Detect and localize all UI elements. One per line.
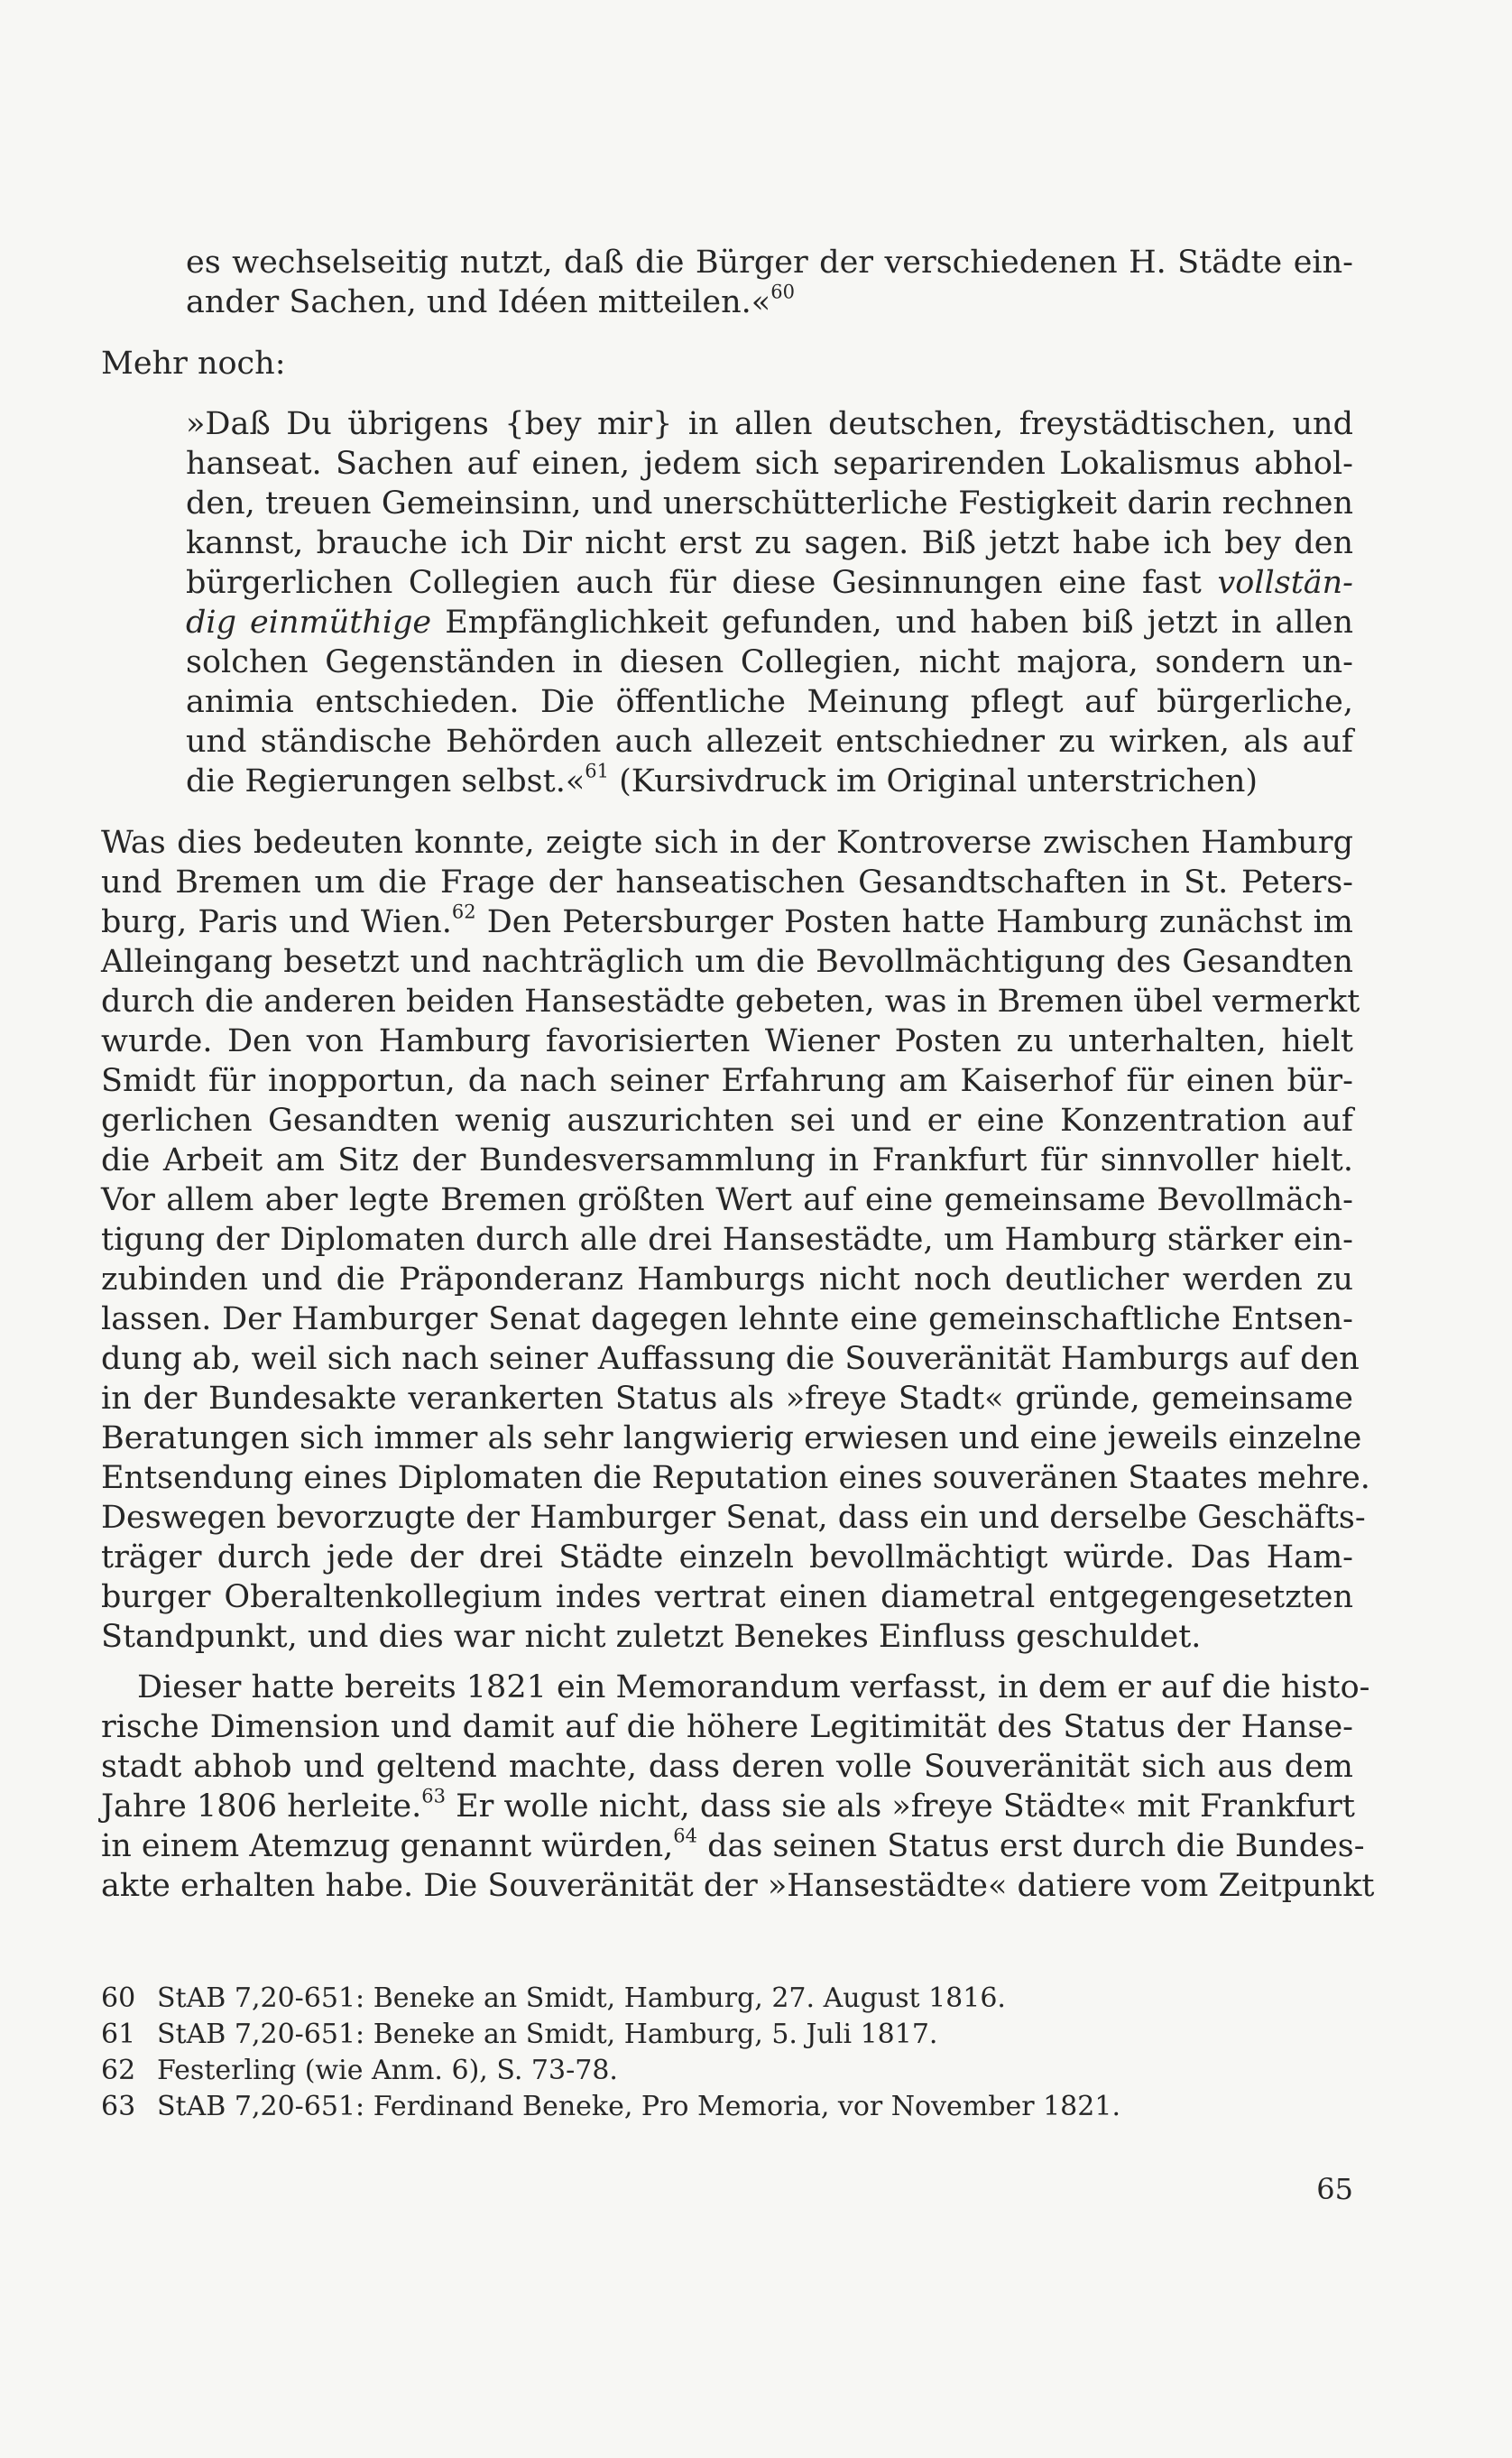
footnote-62: 62 Festerling (wie Anm. 6), S. 73-78.	[101, 2055, 618, 2086]
page-number: 65	[1316, 2172, 1353, 2206]
para2-line-3: stadt abhob und geltend machte, dass deren volle Souveränität sich aus dem	[101, 1749, 1353, 1785]
para1-line-5: durch die anderen beiden Hansestädte gebeten, was in Bremen übel vermerkt	[101, 984, 1360, 1020]
footnote-ref-60[interactable]: 60	[770, 281, 795, 303]
quote2-line-8: animia entschieden. Die öffentliche Meinung pflegt auf bürgerliche,	[186, 684, 1353, 720]
para1-line-17: Entsendung eines Diplomaten die Reputation eines souveränen Staates mehre.	[101, 1460, 1370, 1496]
para1-line-16: Beratungen sich immer als sehr langwierig erwiesen und eine jeweils einzelne	[101, 1420, 1362, 1456]
quote2-italic-b: dig einmüthige	[186, 605, 432, 641]
footnote-61: 61 StAB 7,20-651: Beneke an Smidt, Hamburg, 5. Juli 1817.	[101, 2019, 938, 2050]
footnote-ref-64[interactable]: 64	[673, 1825, 698, 1847]
para1-line-15: in der Bundesakte verankerten Status als »freye Stadt« gründe, gemeinsame	[101, 1381, 1353, 1417]
para1-line-21: Standpunkt, und dies war nicht zuletzt Benekes Einfluss geschuldet.	[101, 1619, 1202, 1655]
para1-line-18: Deswegen bevorzugte der Hamburger Senat, dass ein und derselbe Geschäfts-	[101, 1500, 1366, 1536]
para1-line-9: die Arbeit am Sitz der Bundesversammlung in Frankfurt für sinnvoller hielt.	[101, 1142, 1353, 1178]
para1-line-6: wurde. Den von Hamburg favorisierten Wiener Posten zu unterhalten, hielt	[101, 1023, 1353, 1059]
quote2-line-10: die Regierungen selbst.«$^{61}$ (Kursivdruck im Original unterstrichen)	[186, 760, 1258, 799]
para1-line-14: dung ab, weil sich nach seiner Auffassung die Souveränität Hamburgs auf den	[101, 1341, 1360, 1377]
quote1-line-1: es wechselseitig nutzt, daß die Bürger der verschiedenen H. Städte ein-	[186, 245, 1353, 281]
intro-text: Mehr noch:	[101, 346, 286, 382]
para1-line-3: burg, Paris und Wien.$^{62}$ Den Petersburger Posten hatte Hamburg zunächst im	[101, 901, 1353, 940]
para1-line-4: Alleingang besetzt und nachträglich um die Bevollmächtigung des Gesandten	[101, 944, 1353, 980]
para1-line-20: burger Oberaltenkollegium indes vertrat einen diametral entgegengesetzten	[101, 1579, 1353, 1615]
para1-line-13: lassen. Der Hamburger Senat dagegen lehnte eine gemeinschaftliche Entsen-	[101, 1301, 1353, 1337]
quote2-line-6: dig einmüthige Empfänglichkeit gefunden, und haben biß jetzt in allen	[186, 605, 1353, 641]
quote1-line-2: ander Sachen, und Idéen mitteilen.«$^{60}$	[186, 281, 795, 320]
footnote-60: 60 StAB 7,20-651: Beneke an Smidt, Hamburg, 27. August 1816.	[101, 1982, 1006, 2014]
para1-line-19: träger durch jede der drei Städte einzeln bevollmächtigt würde. Das Ham-	[101, 1539, 1353, 1576]
para1-line-8: gerlichen Gesandten wenig auszurichten sei und er eine Konzentration auf	[101, 1103, 1353, 1139]
para1-line-7: Smidt für inopportun, da nach seiner Erfahrung am Kaiserhof für einen bür-	[101, 1063, 1353, 1099]
para1-line-12: zubinden und die Präponderanz Hamburgs nicht noch deutlicher werden zu	[101, 1261, 1353, 1298]
quote2-line-2: hanseat. Sachen auf einen, jedem sich separirenden Lokalismus abhol-	[186, 446, 1353, 482]
footnote-ref-61[interactable]: 61	[585, 760, 609, 782]
quote2-line-4: kannst, brauche ich Dir nicht erst zu sagen. Biß jetzt habe ich bey den	[186, 525, 1353, 561]
para2-line-4: Jahre 1806 herleite.$^{63}$ Er wolle nicht, dass sie als »freye Städte« mit Frankfurt	[101, 1785, 1355, 1825]
para1-line-11: tigung der Diplomaten durch alle drei Hansestädte, um Hamburg stärker ein-	[101, 1222, 1353, 1258]
quote2-line-7: solchen Gegenständen in diesen Collegien, nicht majora, sondern un-	[186, 644, 1353, 680]
footnote-ref-62[interactable]: 62	[451, 901, 476, 923]
footnote-63: 63 StAB 7,20-651: Ferdinand Beneke, Pro Memoria, vor November 1821.	[101, 2091, 1120, 2122]
quote2-line-1: »Daß Du übrigens {bey mir} in allen deutschen, freystädtischen, und	[186, 406, 1353, 442]
para2-line-5: in einem Atemzug genannt würden,$^{64}$ das seinen Status erst durch die Bundes-	[101, 1825, 1365, 1864]
quote2-line-9: und ständische Behörden auch allezeit entschiedner zu wirken, als auf	[186, 724, 1353, 760]
quote2-line-3: den, treuen Gemeinsinn, und unerschütterliche Festigkeit darin rechnen	[186, 485, 1353, 522]
para1-line-10: Vor allem aber legte Bremen größten Wert auf eine gemeinsame Bevollmäch-	[101, 1182, 1353, 1218]
footnote-ref-63[interactable]: 63	[421, 1785, 446, 1807]
quote2-italic-a: vollstän-	[1217, 565, 1353, 601]
para2-line-6: akte erhalten habe. Die Souveränität der »Hansestädte« datiere vom Zeitpunkt	[101, 1868, 1375, 1904]
para2-line-2: rische Dimension und damit auf die höhere Legitimität des Status der Hanse-	[101, 1709, 1353, 1745]
para1-line-1: Was dies bedeuten konnte, zeigte sich in der Kontroverse zwischen Hamburg	[101, 825, 1353, 861]
para2-line-1: Dieser hatte bereits 1821 ein Memorandum verfasst, in dem er auf die histo-	[137, 1669, 1370, 1705]
quote2-line-5: bürgerlichen Collegien auch für diese Gesinnungen eine fast vollstän-	[186, 565, 1353, 601]
para1-line-2: und Bremen um die Frage der hanseatischen Gesandtschaften in St. Peters-	[101, 864, 1353, 901]
